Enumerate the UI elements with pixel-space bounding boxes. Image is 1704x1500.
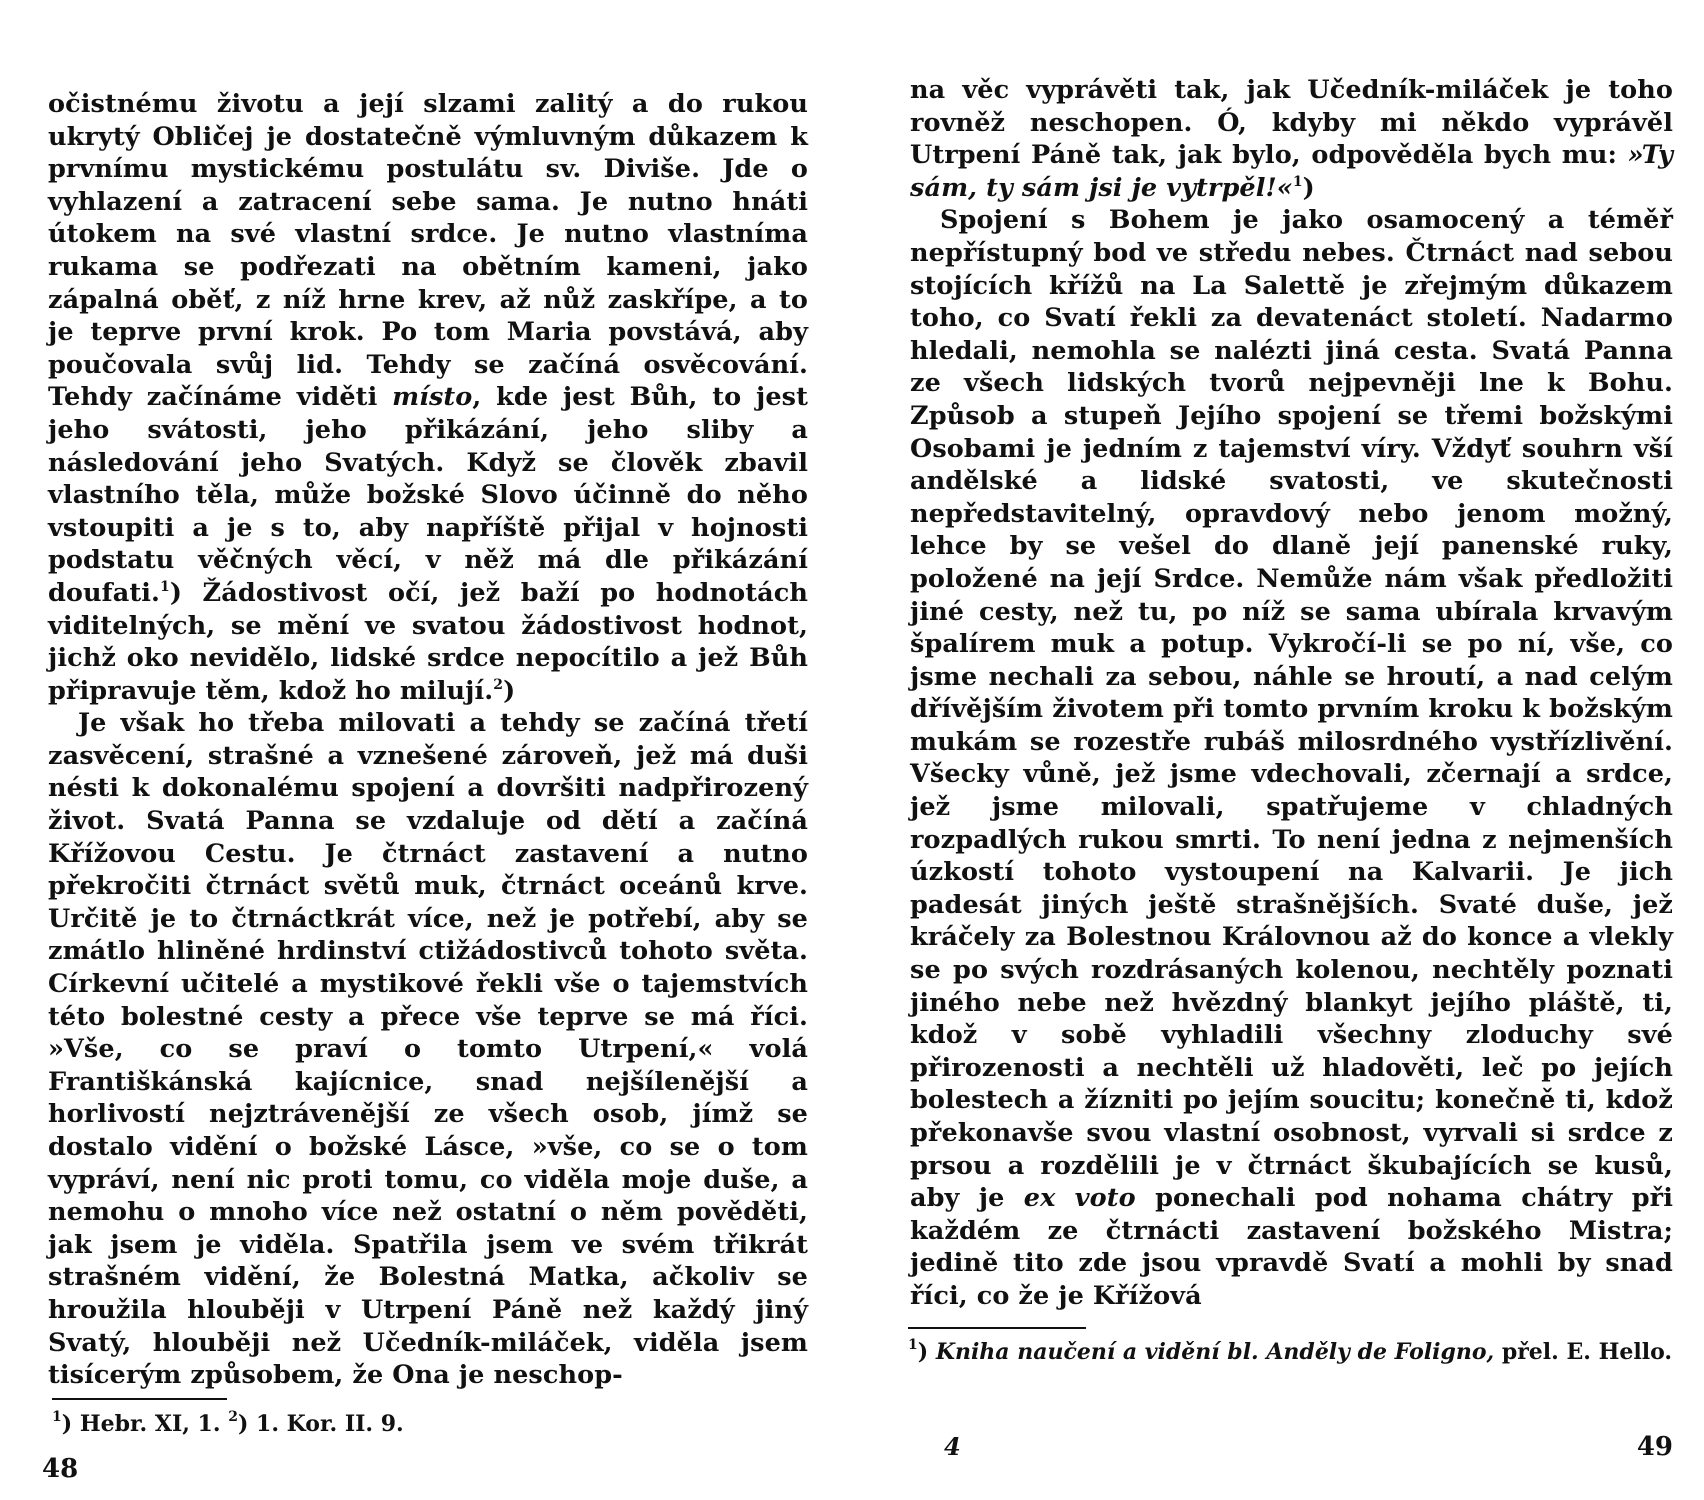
text-segment: ): [503, 675, 516, 706]
italic-text-segment: »Ty sám, ty sám jsi je vytrpěl!«: [910, 140, 1673, 203]
text-segment: ): [917, 1339, 936, 1365]
footnote-reference-marker: 1: [52, 1409, 62, 1425]
italic-text-segment: Kniha naučení a vidění bl. Anděly de Foligno,: [935, 1339, 1495, 1365]
left-footnote: [52, 1410, 792, 1438]
left-footnote-rule: [52, 1398, 227, 1400]
text-segment: přel. E. Hello.: [1494, 1339, 1673, 1365]
right-page-number: 49: [1636, 1432, 1673, 1462]
left-page: [0, 0, 850, 1500]
italic-text-segment: ex voto: [1023, 1183, 1136, 1214]
footnote-reference-marker: 2: [493, 676, 504, 693]
text-segment: očistnému životu a její slzami zalitý a do rukou ukrytý Obličej je dostatečně výmluvným důkazem k prvnímu mystickému postulátu sv. Diviše. Jde o vyhlazení a zatracení sebe sama. Je nutno hnáti útokem na své vlastní srdce. Je nutno vlastníma rukama se podřezati na obětním kameni, jako zápalná oběť, z níž hrne krev, až nůž zaskřípe, a to je teprve první krok. Po tom Maria povstává, aby poučovala svůj lid. Tehdy se začíná osvěcování. Tehdy začínáme viděti: [48, 89, 808, 413]
text-segment: Je však ho třeba milovati a tehdy se začíná třetí zasvěcení, strašné a vznešené zároveň, jež má duši nésti k dokonalému spojení a dovršiti nadpřirozený život. Svatá Panna se vzdaluje od dětí a začíná Křížovou Cestu. Je čtrnáct zastavení a nutno překročiti čtrnáct světů muk, čtrnáct oceánů krve. Určitě je to čtrnáctkrát více, než je potřebí, aby se zmátlo hliněné hrdinství ctižádostivců tohoto světa. Církevní učitelé a mystikové řekli vše o tajemstvích této bolestné cesty a přece vše teprve se má říci. »Vše, co se praví o tomto Utrpení,« volá Františkánská kajícnice, snad nejšílenější a horlivostí nejztrávenější ze všech osob, jímž se dostalo vidění o božské Lásce, »vše, co se o tom vypráví, není nic proti tomu, co viděla moje duše, a nemohu o mnoho více než ostatní o něm pověděti, jak jsem je viděla. Spatřila jsem ve svém třikrát strašném vidění, že Bolestná Matka, ačkoliv se hroužila hlouběji v Utrpení Páně než každý jiný Svatý, hlouběji než Učedník-miláček, viděla jsem tisícerým způsobem, že Ona je neschop-: [48, 708, 808, 1391]
footnote-reference-marker: 2: [228, 1409, 238, 1425]
italic-text-segment: místo: [392, 382, 473, 413]
text-segment: , kde jest Bůh, to jest jeho svátosti, jeho přikázání, jeho sliby a následování jeho Svatých. Když se člověk zbavil vlastního těla, může božské Slovo účinně do něho vstoupiti a je s to, aby napříště přijal v hojnosti podstatu věčných věcí, v něž má dle přikázání doufati.: [48, 382, 808, 608]
paragraph: [48, 707, 808, 1391]
footnote-reference-marker: 1: [908, 1337, 918, 1353]
paragraph: [48, 88, 808, 707]
right-footnote: [908, 1338, 1673, 1366]
text-segment: ) Hebr. XI, 1.: [61, 1411, 229, 1437]
footnote-reference-marker: 1: [1292, 173, 1303, 190]
paragraph: [910, 204, 1673, 1312]
text-segment: ) Žádostivost očí, jež baží po hodnotách viditelných, se mění ve svatou žádostivost hodnot, jichž oko nevidělo, lidské srdce nepocítilo a jež Bůh připravuje těm, kdož ho milují.: [48, 577, 808, 706]
right-page: [850, 0, 1704, 1500]
left-page-body: [48, 88, 808, 1392]
text-segment: Spojení s Bohem je jako osamocený a téměř nepřístupný bod ve středu nebes. Čtrnáct nad sebou stojících křížů na La Salettě je zřejmým důkazem toho, co Svatí řekli za devatenáct století. Nadarmo hledali, nemohla se nalézti jiná cesta. Svatá Panna ze všech lidských tvorů nejpevněji lne k Bohu. Způsob a stupeň Jejího spojení se třemi božskými Osobami je jedním z tajemství víry. Vždyť souhrn vší andělské a lidské svatosti, ve skutečnosti nepředstavitelný, opravdový nebo jenom možný, lehce by se vešel do dlaně její panenské ruky, položené na její Srdce. Nemůže nám však předložiti jiné cesty, než tu, po níž se sama ubírala krvavým špalírem muk a potup. Vykročí-li se po ní, vše, co jsme nechali za sebou, náhle se hroutí, a nad celým dřívějším životem při tomto prvním kroku k božským mukám se rozestře rubáš milosrdného vystřízlivění. Všecky vůně, jež jsme vdechovali, zčernají a srdce, jež jsme milovali, spatřujeme v chladných rozpadlých rukou smrti. To není jedna z nejmenších úzkostí tohoto vystoupení na Kalvarii. Je jich padesát jiných ještě strašnějších. Svaté duše, jež kráčely za Bolestnou Královnou až do konce a vlekly se po svých rozdrásaných kolenou, nechtěly poznati jiného nebe než hvězdný blankyt jejího pláště, ti, kdož v sobě vyhladili všechny zloduchy své přirozenosti a nechtěli už hladověti, leč po jejích bolestech a žízniti po jejím soucitu; konečně ti, kdož překonavše svou vlastní osobnost, vyrvali si srdce z prsou a rozdělili je v čtrnáct škubajících se kusů, aby je: [910, 205, 1673, 1214]
paragraph: [910, 74, 1673, 204]
signature-mark: 4: [944, 1432, 961, 1461]
text-segment: ): [1302, 172, 1315, 203]
right-footnote-rule: [908, 1327, 1086, 1329]
right-page-body: [910, 74, 1673, 1313]
left-page-number: 48: [42, 1454, 79, 1484]
text-segment: na věc vyprávěti tak, jak Učedník-miláček je toho rovněž neschopen. Ó, kdyby mi někdo vyprávěl Utrpení Páně tak, jak bylo, odpověděla bych mu:: [910, 75, 1673, 171]
text-segment: ponechali pod nohama chátry při každém ze čtrnácti zastavení božského Mistra; jedině tito zde jsou vpravdě Svatí a mohli by snad říci, co že je Křížová: [910, 1183, 1673, 1311]
text-segment: ) 1. Kor. II. 9.: [237, 1411, 404, 1437]
footnote-reference-marker: 1: [160, 578, 170, 595]
